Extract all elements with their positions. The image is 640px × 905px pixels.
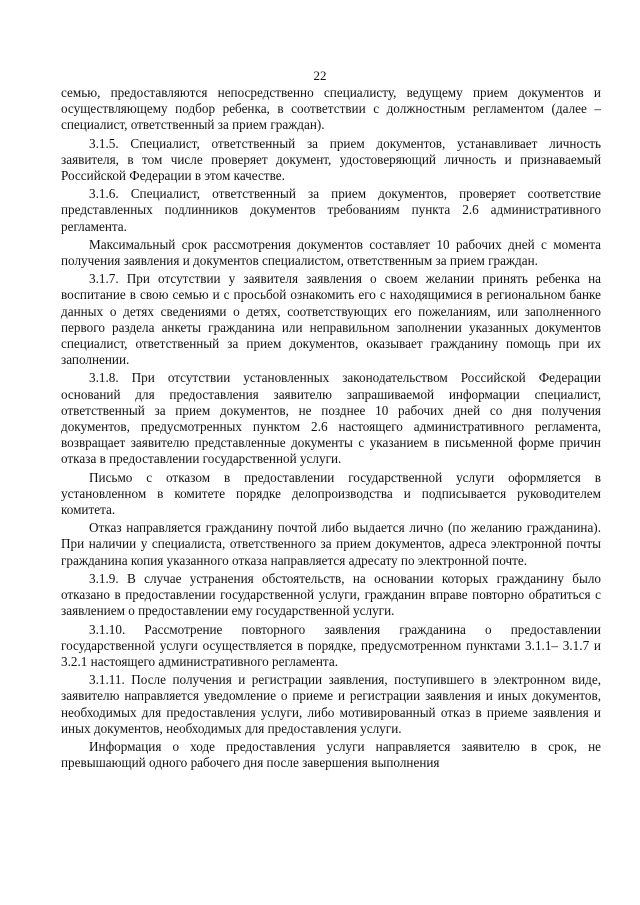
paragraph-3-1-6: 3.1.6. Специалист, ответственный за прием документов, проверяет соответствие представленных подлинников документов требованиям пункта 2.6 административного регламента. bbox=[61, 186, 601, 234]
paragraph-3-1-5: 3.1.5. Специалист, ответственный за прием документов, устанавливает личность заявителя, в том числе проверяет документ, удостоверяющий личность и признаваемый Российской Федерации в этом качестве. bbox=[61, 135, 601, 184]
paragraph-3-1-9: 3.1.9. В случае устранения обстоятельств, на основании которых гражданину было отказано в предоставлении государственной услуги, гражданин вправе повторно обратиться с заявлением о предоставлении ему государственной услуги. bbox=[61, 570, 601, 619]
document-body bbox=[61, 85, 601, 773]
paragraph-3-1-7: 3.1.7. При отсутствии у заявителя заявления о своем желании принять ребенка на воспитание в свою семью и с просьбой ознакомить его с находящимися в региональном банке данных о детях сведениями о детях, соответствующих его пожеланиям, или заполненного первого раздела анкеты гражданина или неправильном заполнении указанных документов специалист, ответственный за прием документов, оказывает гражданину помощь при их заполнении. bbox=[61, 271, 601, 368]
paragraph-refusal-letter: Письмо с отказом в предоставлении государственной услуги оформляется в установленном в комитете порядке делопроизводства и подписывается руководителем комитета. bbox=[61, 469, 601, 518]
paragraph-continuation: семью, предоставляются непосредственно специалисту, ведущему прием документов и осуществляющему подбор ребенка, в соответствии с должностным регламентом (далее – специалист, ответственный за прием граждан). bbox=[61, 85, 601, 133]
paragraph-progress-info: Информация о ходе предоставления услуги направляется заявителю в срок, не превышающий одного рабочего дня после завершения выполнения bbox=[61, 738, 601, 771]
paragraph-3-1-11: 3.1.11. После получения и регистрации заявления, поступившего в электронном виде, заявителю направляется уведомление о приеме и регистрации заявления и иных документов, необходимых для предоставления услуги, либо мотивированный отказ в приеме заявления и иных документов, необходимых для предоставления услуги. bbox=[61, 672, 601, 736]
paragraph-max-term: Максимальный срок рассмотрения документов составляет 10 рабочих дней с момента получения заявления и документов специалистом, ответственным за прием граждан. bbox=[61, 236, 601, 269]
page-number: 22 bbox=[313, 68, 327, 83]
paragraph-3-1-8: 3.1.8. При отсутствии установленных законодательством Российской Федерации оснований для предоставления заявителю запрашиваемой информации специалист, ответственный за прием документов, не позднее 10 рабочих дней со дня получения документов, предусмотренных пунктом 2.6 настоящего административного регламента, возвращает заявителю представленные документы с указанием в письменной форме причин отказа в предоставлении государственной услуги. bbox=[61, 370, 601, 467]
paragraph-refusal-delivery: Отказ направляется гражданину почтой либо выдается лично (по желанию гражданина). При наличии у специалиста, ответственного за прием документов, адреса электронной почты гражданина копия указанного отказа направляется адресату по электронной почте. bbox=[61, 520, 601, 568]
paragraph-3-1-10: 3.1.10. Рассмотрение повторного заявления гражданина о предоставлении государственной услуги осуществляется в порядке, предусмотренном пунктами 3.1.1– 3.1.7 и 3.2.1 настоящего административного регламента. bbox=[61, 621, 601, 669]
